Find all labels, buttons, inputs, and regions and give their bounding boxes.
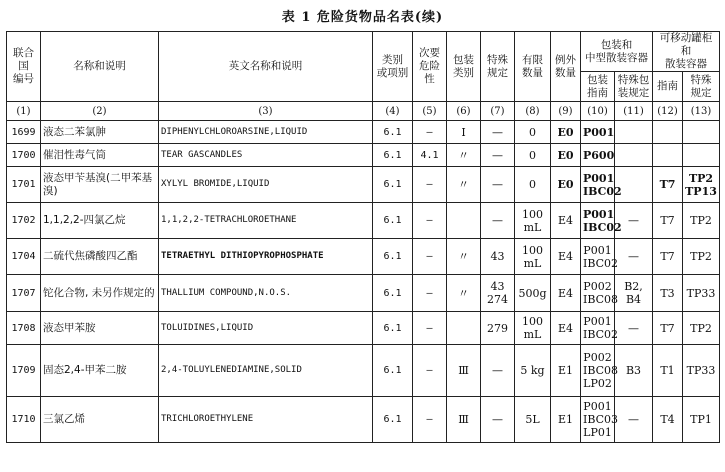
sub-risk-cell: — [413,203,447,239]
column-index: (12) [653,102,683,121]
un-no-cell: 1708 [7,312,41,345]
excepted-qty-cell: E4 [551,239,581,275]
name-en-cell: DIPHENYLCHLOROARSINE,LIQUID [159,121,373,144]
tank-instr-cell: T7 [653,203,683,239]
column-index: (11) [615,102,653,121]
page-title: 表 1 危险货物品名表(续) [281,10,444,25]
pack-group-cell: 〃 [447,239,481,275]
special-provision-cell: — [481,167,515,203]
header-excepted-qty: 例外 数量 [551,32,581,102]
table-row [7,345,720,397]
header-pack-group: 包装 类别 [447,32,481,102]
un-no-cell: 1710 [7,397,41,443]
special-provision-cell: 43 274 [481,275,515,312]
special-provision-cell: — [481,397,515,443]
class-cell: 6.1 [373,144,413,167]
header-name-cn: 名称和说明 [41,32,159,102]
sub-risk-cell: — [413,275,447,312]
name-cn-cell: 固态2,4-甲苯二胺 [41,345,159,397]
pack-instr-cell: P002 IBC08 LP02 [581,345,615,397]
name-cn-cell: 液态二苯氯胂 [41,121,159,144]
pack-special-cell [615,121,653,144]
pack-special-cell: B3 [615,345,653,397]
excepted-qty-cell: E4 [551,275,581,312]
dangerous-goods-table [6,31,720,443]
tank-instr-cell: T1 [653,345,683,397]
limited-qty-cell: 500g [515,275,551,312]
table-row [7,121,720,144]
excepted-qty-cell: E4 [551,203,581,239]
column-index: (10) [581,102,615,121]
name-en-cell: XYLYL BROMIDE,LIQUID [159,167,373,203]
pack-group-cell: 〃 [447,167,481,203]
column-index-row [7,102,720,121]
pack-special-cell: — [615,239,653,275]
tank-special-cell: TP2 [683,203,720,239]
name-cn-cell: 二硫代焦磷酸四乙酯 [41,239,159,275]
pack-special-cell: — [615,203,653,239]
sub-risk-cell: — [413,397,447,443]
limited-qty-cell: 5 kg [515,345,551,397]
sub-risk-cell: — [413,121,447,144]
pack-instr-cell: P002 IBC08 [581,275,615,312]
un-no-cell: 1702 [7,203,41,239]
special-provision-cell: — [481,345,515,397]
sub-risk-cell: — [413,345,447,397]
name-en-cell: TOLUIDINES,LIQUID [159,312,373,345]
tank-special-cell: TP33 [683,345,720,397]
limited-qty-cell: 100 mL [515,239,551,275]
special-provision-cell: 279 [481,312,515,345]
special-provision-cell: — [481,121,515,144]
column-index: (8) [515,102,551,121]
pack-group-cell [447,203,481,239]
limited-qty-cell: 0 [515,121,551,144]
tank-special-cell [683,144,720,167]
special-provision-cell: 43 [481,239,515,275]
name-en-cell: 2,4-TOLUYLENEDIAMINE,SOLID [159,345,373,397]
name-cn-cell: 催泪性毒气筒 [41,144,159,167]
table-row [7,239,720,275]
class-cell: 6.1 [373,203,413,239]
tank-special-cell: TP2 TP13 [683,167,720,203]
special-provision-cell: — [481,144,515,167]
class-cell: 6.1 [373,345,413,397]
pack-instr-cell: P001 [581,121,615,144]
excepted-qty-cell: E4 [551,312,581,345]
tank-instr-cell: T7 [653,167,683,203]
sub-risk-cell: — [413,167,447,203]
header-sub-risk: 次要 危险性 [413,32,447,102]
tank-instr-cell: T3 [653,275,683,312]
table-row [7,397,720,443]
name-en-cell: TRICHLOROETHYLENE [159,397,373,443]
un-no-cell: 1709 [7,345,41,397]
un-no-cell: 1707 [7,275,41,312]
pack-special-cell: — [615,397,653,443]
pack-special-cell: B2, B4 [615,275,653,312]
excepted-qty-cell: E0 [551,144,581,167]
excepted-qty-cell: E0 [551,121,581,144]
header-pack-instr: 包装 指南 [581,72,615,102]
excepted-qty-cell: E1 [551,397,581,443]
name-cn-cell: 三氯乙烯 [41,397,159,443]
pack-group-cell: Ⅲ [447,345,481,397]
name-en-cell: THALLIUM COMPOUND,N.O.S. [159,275,373,312]
tank-special-cell: TP2 [683,239,720,275]
sub-risk-cell: — [413,312,447,345]
pack-instr-cell: P001 IBC02 [581,203,615,239]
pack-instr-cell: P001 IBC02 [581,239,615,275]
excepted-qty-cell: E1 [551,345,581,397]
name-en-cell: 1,1,2,2-TETRACHLOROETHANE [159,203,373,239]
tank-special-cell: TP1 [683,397,720,443]
header-pack-special: 特殊包 装规定 [615,72,653,102]
header-tank-special: 特殊 规定 [683,72,720,102]
class-cell: 6.1 [373,275,413,312]
pack-group-cell [447,312,481,345]
header-un-no: 联合国 编号 [7,32,41,102]
class-cell: 6.1 [373,397,413,443]
limited-qty-cell: 100 mL [515,312,551,345]
special-provision-cell: — [481,203,515,239]
column-index: (13) [683,102,720,121]
excepted-qty-cell: E0 [551,167,581,203]
tank-instr-cell: T7 [653,312,683,345]
name-en-cell: TEAR GASCANDLES [159,144,373,167]
header-tank-group: 可移动罐柜和 散装容器 [653,32,720,72]
tank-special-cell: TP2 [683,312,720,345]
sub-risk-cell: — [413,239,447,275]
header-limited-qty: 有限 数量 [515,32,551,102]
pack-group-cell: 〃 [447,144,481,167]
un-no-cell: 1701 [7,167,41,203]
tank-instr-cell [653,144,683,167]
pack-group-cell: 〃 [447,275,481,312]
pack-group-cell: Ⅲ [447,397,481,443]
table-row [7,167,720,203]
class-cell: 6.1 [373,239,413,275]
tank-instr-cell [653,121,683,144]
column-index: (3) [159,102,373,121]
column-index: (9) [551,102,581,121]
un-no-cell: 1704 [7,239,41,275]
pack-instr-cell: P001 IBC02 [581,167,615,203]
table-row [7,312,720,345]
column-index: (1) [7,102,41,121]
pack-instr-cell: P001 IBC02 [581,312,615,345]
column-index: (2) [41,102,159,121]
header-tank-instr: 指南 [653,72,683,102]
header-special: 特殊 规定 [481,32,515,102]
name-cn-cell: 铊化合物, 未另作规定的 [41,275,159,312]
pack-special-cell: — [615,312,653,345]
name-cn-cell: 液态甲苄基溴(二甲苯基溴) [41,167,159,203]
column-index: (6) [447,102,481,121]
limited-qty-cell: 5L [515,397,551,443]
tank-special-cell: TP33 [683,275,720,312]
table-row [7,203,720,239]
limited-qty-cell: 100 mL [515,203,551,239]
name-cn-cell: 1,1,2,2-四氯乙烷 [41,203,159,239]
header-name-en: 英文名称和说明 [159,32,373,102]
name-cn-cell: 液态甲苯胺 [41,312,159,345]
class-cell: 6.1 [373,167,413,203]
name-en-cell: TETRAETHYL DITHIOPYROPHOSPHATE [159,239,373,275]
pack-special-cell [615,144,653,167]
tank-special-cell [683,121,720,144]
sub-risk-cell: 4.1 [413,144,447,167]
un-no-cell: 1700 [7,144,41,167]
table-row [7,144,720,167]
un-no-cell: 1699 [7,121,41,144]
header-class: 类别 或项别 [373,32,413,102]
column-index: (4) [373,102,413,121]
class-cell: 6.1 [373,312,413,345]
class-cell: 6.1 [373,121,413,144]
column-index: (5) [413,102,447,121]
header-packaging-group: 包装和 中型散装容器 [581,32,653,72]
pack-instr-cell: P600 [581,144,615,167]
limited-qty-cell: 0 [515,167,551,203]
table-body [7,121,720,443]
tank-instr-cell: T7 [653,239,683,275]
pack-instr-cell: P001 IBC03 LP01 [581,397,615,443]
table-row [7,275,720,312]
tank-instr-cell: T4 [653,397,683,443]
limited-qty-cell: 0 [515,144,551,167]
column-index: (7) [481,102,515,121]
pack-group-cell: Ⅰ [447,121,481,144]
